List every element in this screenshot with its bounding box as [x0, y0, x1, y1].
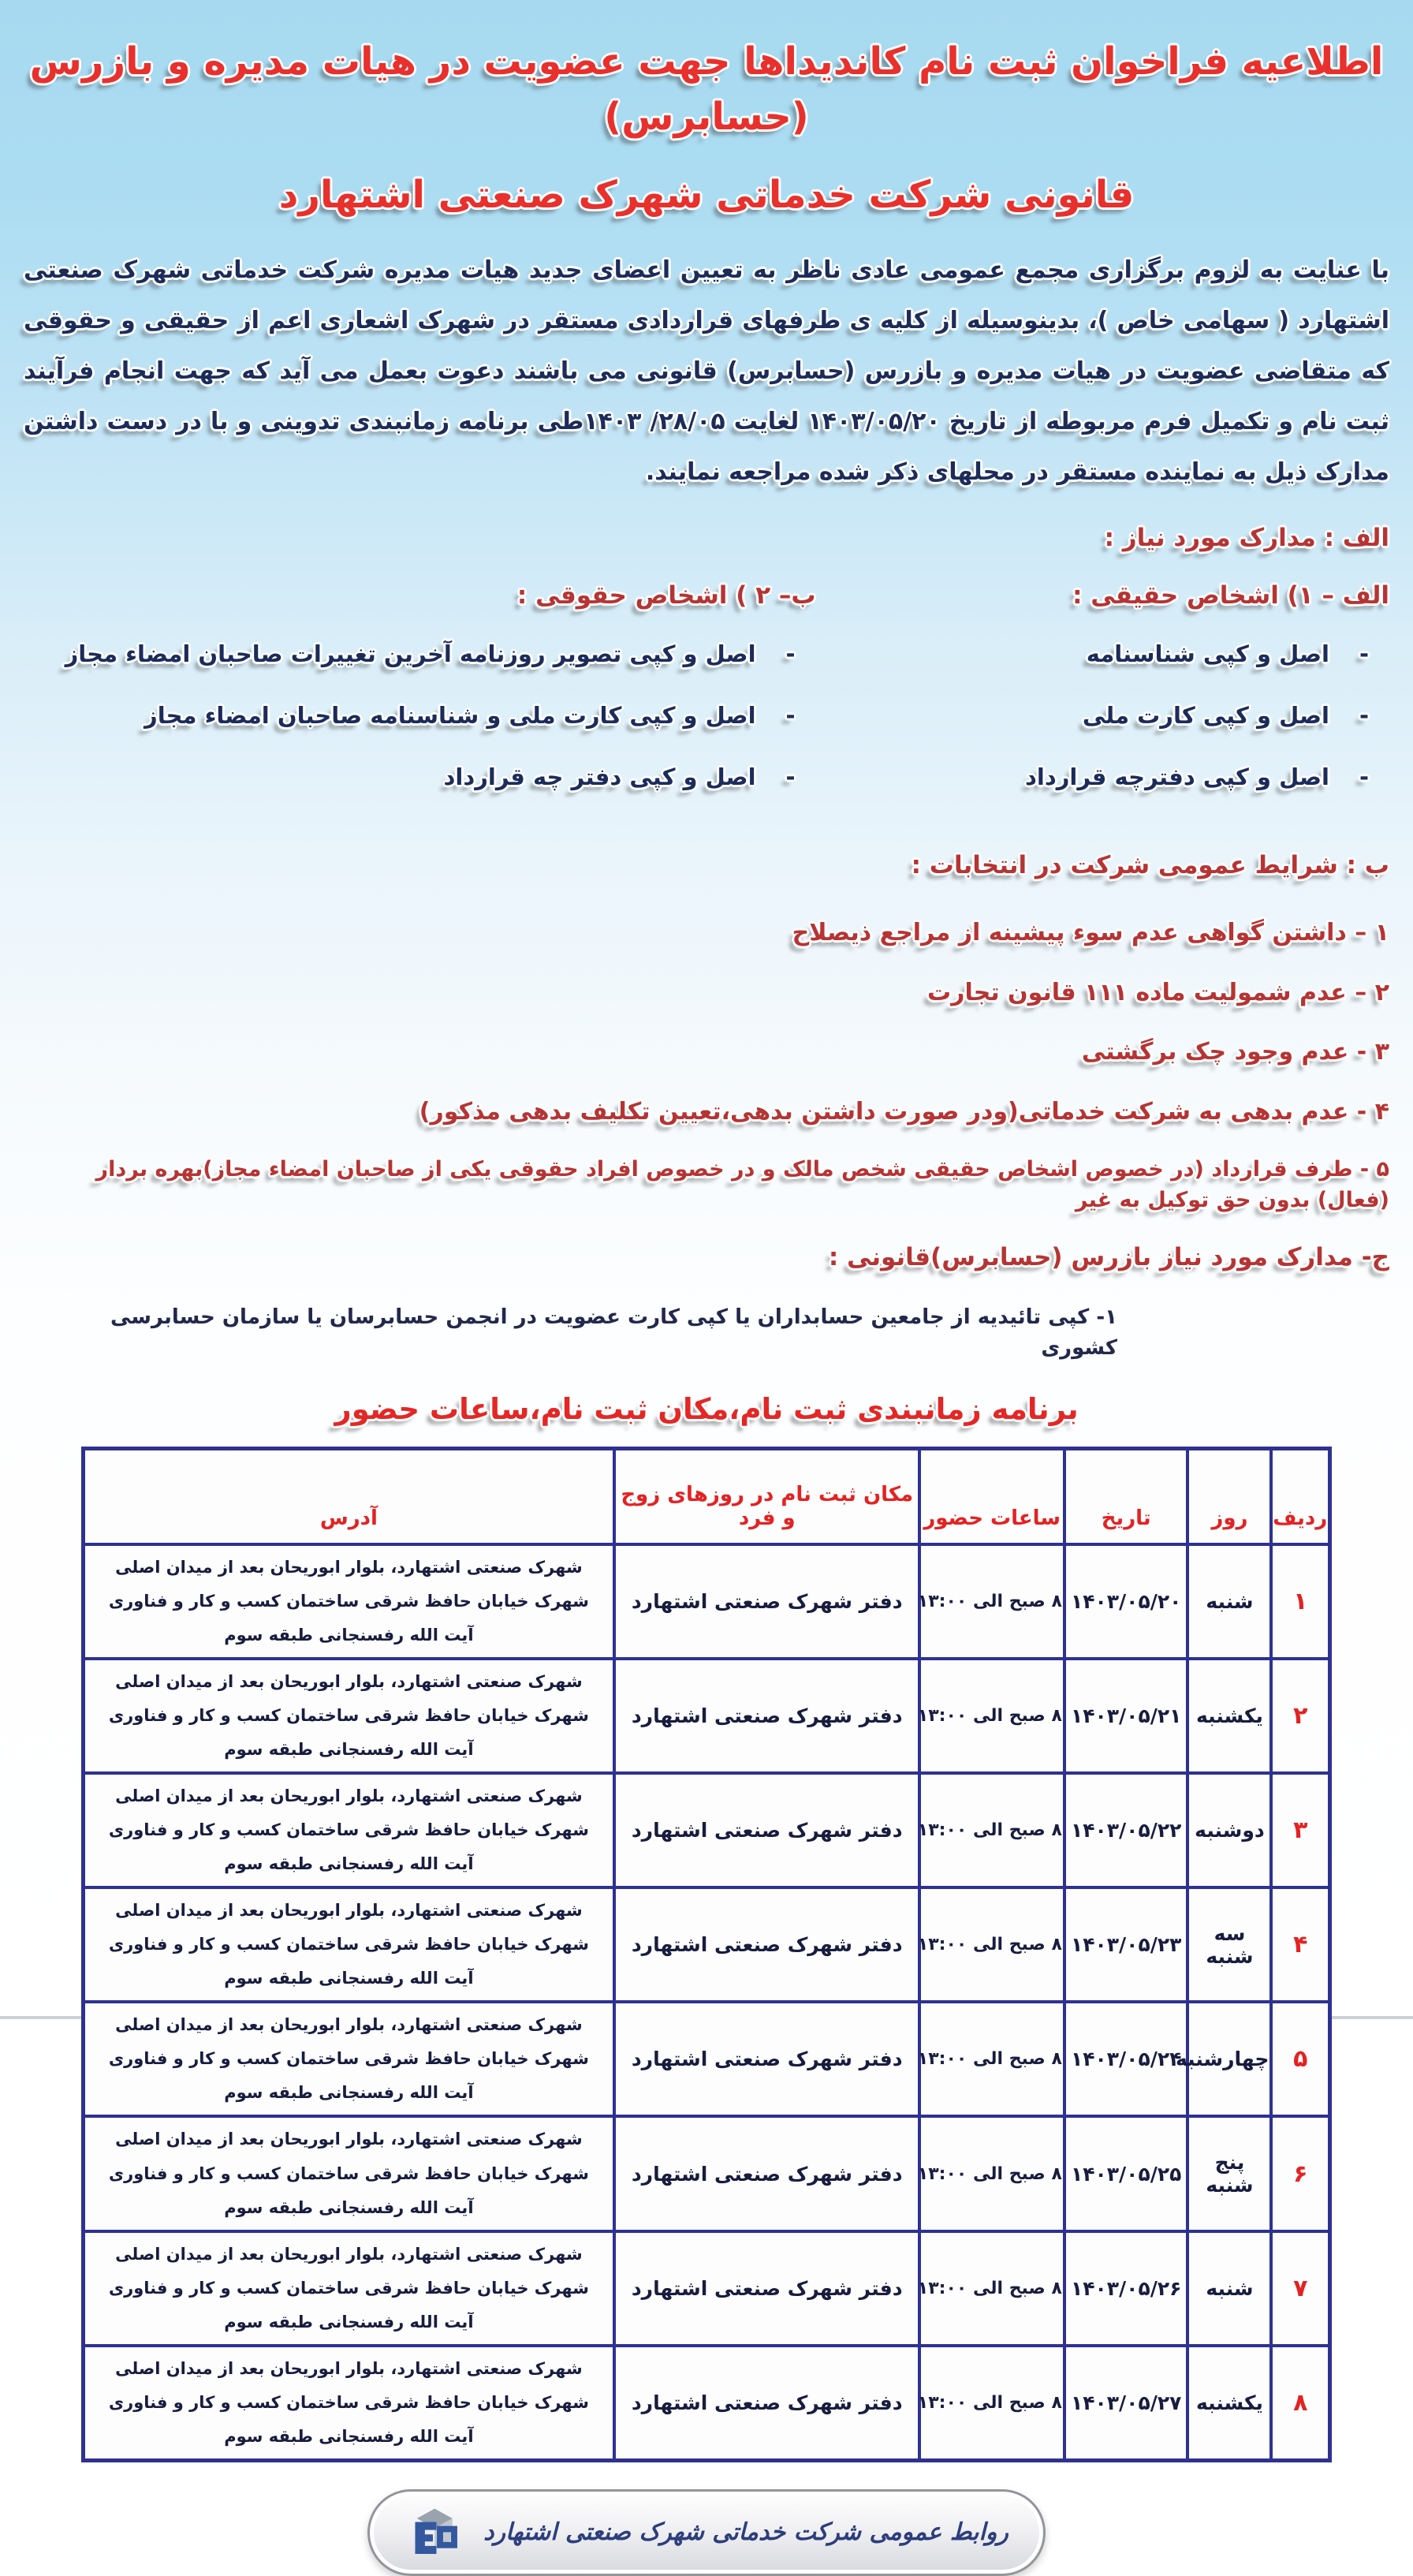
col-header-day: روز: [1187, 1448, 1271, 1544]
cell-row-number: ۵: [1271, 2002, 1329, 2116]
intro-paragraph: با عنایت به لزوم برگزاری مجمع عمومی عادی ناظر به تعیین اعضای جدید هیات مدیره شرکت خدماتی شهرک صنعتی اشتهارد ( سهامی خاص )، بدینوسیله از کلیه ی طرفهای قراردادی مستقر در شهرک اشعاری اعم از حقیقی و حقوقی که متقاضی عضویت در هیات مدیره و بازرس (حسابرس) قانونی می باشند دعوت بعمل می آید که جهت انجام فرآیند ثبت نام و تکمیل فرم مربوطه از تاریخ ۱۴۰۳/۰۵/۲۰ لغایت ۲۸/۰۵/ ۱۴۰۳طی برنامه زمانبندی تدوینی و با در دست داشتن مدارک ذیل به نماینده مستقر در محلهای ذکر شده مراجعه نمایند.: [24, 256, 1389, 486]
cell-hours: ۸ صبح الی ۱۳:۰۰: [919, 1659, 1064, 1773]
schedule-table-row: [83, 1544, 1330, 1659]
dash-bullet: -: [785, 701, 796, 729]
schedule-table-row: [83, 2346, 1330, 2461]
document-list-item: [24, 760, 796, 793]
document-list-item-text: اصل و کپی کارت ملی: [1082, 701, 1329, 729]
condition-item: ۲ – عدم شمولیت ماده ۱۱۱ قانون تجارت: [927, 978, 1389, 1006]
schedule-table-row: [83, 1659, 1330, 1773]
section-b-heading: ب : شرایط عمومی شرکت در انتخابات :: [911, 850, 1389, 879]
document-list-item-text: اصل و کپی تصویر روزنامه آخرین تغییرات صاحبان امضاء مجاز: [65, 640, 756, 667]
cell-day: دوشنبه: [1187, 1773, 1271, 1887]
condition-item: ۴ - عدم بدهی به شرکت خدماتی(ودر صورت داشتن بدهی،تعیین تکلیف بدهی مذکور): [419, 1097, 1389, 1126]
document-list-item: [816, 637, 1369, 670]
cell-row-number: ۴: [1271, 1887, 1329, 2002]
cell-address: شهرک صنعتی اشتهارد، بلوار ابوریحان بعد از میدان اصلی شهرک خیابان حافظ شرقی ساختمان کسب و کار و فناوری آیت الله رفسنجانی طبقه سوم: [83, 1659, 614, 1773]
required-documents-columns: [24, 579, 1389, 822]
footer: [24, 2489, 1389, 2576]
legal-entities-column: [24, 579, 816, 822]
schedule-table-row: [83, 1773, 1330, 1887]
document-list-item: [24, 637, 796, 670]
condition-item: ۱ – داشتن گواهی عدم سوء پیشینه از مراجع ذیصلاح: [792, 919, 1389, 947]
cell-row-number: ۸: [1271, 2346, 1329, 2461]
cell-hours: ۸ صبح الی ۱۳:۰۰: [919, 1544, 1064, 1659]
dash-bullet: -: [1359, 763, 1369, 790]
cell-date: ۱۴۰۳/۰۵/۲۰: [1064, 1544, 1188, 1659]
section-a-heading: الف : مدارک مورد نیاز :: [1104, 523, 1389, 552]
cell-date: ۱۴۰۳/۰۵/۲۳: [1064, 1887, 1188, 2002]
banner-text: روابط عمومی شرکت خدماتی شهرک صنعتی اشتهارد: [483, 2518, 1008, 2547]
document-list-item-text: اصل و کپی دفتر چه قرارداد: [443, 763, 756, 790]
document-list-item-text: اصل و کپی دفترچه قرارداد: [1025, 763, 1329, 790]
col-header-hours: ساعات حضور: [919, 1448, 1064, 1544]
individuals-column: [816, 579, 1389, 822]
cell-row-number: ۳: [1271, 1773, 1329, 1887]
schedule-table-body: [83, 1544, 1330, 2461]
election-conditions-list: [24, 916, 1389, 1215]
cell-hours: ۸ صبح الی ۱۳:۰۰: [919, 2346, 1064, 2461]
individuals-document-list: [816, 637, 1389, 793]
schedule-table-row: [83, 2002, 1330, 2116]
col-header-location: مکان ثبت نام در روزهای زوج و فرد: [614, 1448, 919, 1544]
schedule-table-row: [83, 1887, 1330, 2002]
document-list-item: [816, 699, 1369, 732]
cell-location: دفتر شهرک صنعتی اشتهارد: [614, 2346, 919, 2461]
dash-bullet: -: [785, 640, 796, 667]
col-header-address: آدرس: [83, 1448, 614, 1544]
cell-location: دفتر شهرک صنعتی اشتهارد: [614, 2231, 919, 2346]
cell-day: چهارشنبه: [1187, 2002, 1271, 2116]
schedule-table-title: برنامه زمانبندی ثبت نام،مکان ثبت نام،ساعات حضور: [334, 1391, 1079, 1426]
legal-entities-document-list: [24, 637, 816, 793]
registration-schedule-table: [81, 1447, 1333, 2462]
cell-date: ۱۴۰۳/۰۵/۲۶: [1064, 2231, 1188, 2346]
individuals-heading: الف – ۱) اشخاص حقیقی :: [1072, 581, 1389, 610]
condition-item: ۵ - طرف قرارداد (در خصوص اشخاص حقیقی شخص مالک و در خصوص افراد حقوقی یکی از صاحبان امضاء مجاز)بهره بردار (فعال) بدون حق توکیل به غیر: [95, 1157, 1389, 1213]
cell-address: شهرک صنعتی اشتهارد، بلوار ابوریحان بعد از میدان اصلی شهرک خیابان حافظ شرقی ساختمان کسب و کار و فناوری آیت الله رفسنجانی طبقه سوم: [83, 2002, 614, 2116]
cell-date: ۱۴۰۳/۰۵/۲۴: [1064, 2002, 1188, 2116]
cell-hours: ۸ صبح الی ۱۳:۰۰: [919, 2231, 1064, 2346]
cell-day: شنبه: [1187, 2231, 1271, 2346]
cell-day: شنبه: [1187, 1544, 1271, 1659]
company-logo-icon: [405, 2504, 461, 2561]
document-list-item-text: اصل و کپی کارت ملی و شناسنامه صاحبان امضاء مجاز: [144, 701, 756, 729]
cell-day: سه شنبه: [1187, 1887, 1271, 2002]
legal-entities-heading: ب– ۲ ) اشخاص حقوقی :: [516, 581, 816, 610]
cell-location: دفتر شهرک صنعتی اشتهارد: [614, 2116, 919, 2231]
cell-row-number: ۱: [1271, 1544, 1329, 1659]
cell-address: شهرک صنعتی اشتهارد، بلوار ابوریحان بعد از میدان اصلی شهرک خیابان حافظ شرقی ساختمان کسب و کار و فناوری آیت الله رفسنجانی طبقه سوم: [83, 1773, 614, 1887]
cell-address: شهرک صنعتی اشتهارد، بلوار ابوریحان بعد از میدان اصلی شهرک خیابان حافظ شرقی ساختمان کسب و کار و فناوری آیت الله رفسنجانی طبقه سوم: [83, 2346, 614, 2461]
poster-title-line2: قانونی شرکت خدماتی شهرک صنعتی اشتهارد: [278, 173, 1135, 218]
cell-date: ۱۴۰۳/۰۵/۲۲: [1064, 1773, 1188, 1887]
cell-address: شهرک صنعتی اشتهارد، بلوار ابوریحان بعد از میدان اصلی شهرک خیابان حافظ شرقی ساختمان کسب و کار و فناوری آیت الله رفسنجانی طبقه سوم: [83, 2231, 614, 2346]
cell-address: شهرک صنعتی اشتهارد، بلوار ابوریحان بعد از میدان اصلی شهرک خیابان حافظ شرقی ساختمان کسب و کار و فناوری آیت الله رفسنجانی طبقه سوم: [83, 2116, 614, 2231]
cell-date: ۱۴۰۳/۰۵/۲۷: [1064, 2346, 1188, 2461]
col-header-date: تاریخ: [1064, 1448, 1188, 1544]
cell-location: دفتر شهرک صنعتی اشتهارد: [614, 2002, 919, 2116]
dash-bullet: -: [785, 763, 796, 790]
cell-hours: ۸ صبح الی ۱۳:۰۰: [919, 2002, 1064, 2116]
cell-address: شهرک صنعتی اشتهارد، بلوار ابوریحان بعد از میدان اصلی شهرک خیابان حافظ شرقی ساختمان کسب و کار و فناوری آیت الله رفسنجانی طبقه سوم: [83, 1544, 614, 1659]
condition-item: ۳ - عدم وجود چک برگشتی: [1081, 1038, 1389, 1066]
cell-hours: ۸ صبح الی ۱۳:۰۰: [919, 1773, 1064, 1887]
dash-bullet: -: [1359, 640, 1369, 667]
public-relations-banner: [367, 2489, 1046, 2576]
schedule-table-row: [83, 2231, 1330, 2346]
cell-location: دفتر شهرک صنعتی اشتهارد: [614, 1887, 919, 2002]
cell-hours: ۸ صبح الی ۱۳:۰۰: [919, 1887, 1064, 2002]
schedule-table-header: [83, 1448, 1330, 1544]
cell-row-number: ۶: [1271, 2116, 1329, 2231]
cell-day: پنج شنبه: [1187, 2116, 1271, 2231]
cell-day: یکشنبه: [1187, 2346, 1271, 2461]
schedule-table-row: [83, 2116, 1330, 2231]
cell-address: شهرک صنعتی اشتهارد، بلوار ابوریحان بعد از میدان اصلی شهرک خیابان حافظ شرقی ساختمان کسب و کار و فناوری آیت الله رفسنجانی طبقه سوم: [83, 1887, 614, 2002]
cell-day: یکشنبه: [1187, 1659, 1271, 1773]
document-list-item: [24, 699, 796, 732]
cell-row-number: ۷: [1271, 2231, 1329, 2346]
document-list-item-text: اصل و کپی شناسنامه: [1086, 640, 1329, 667]
auditor-document-item: ۱- کپی تائیدیه از جامعین حسابداران یا کپی کارت عضویت در انجمن حسابرسان یا سازمان حسابرسی کشوری: [110, 1305, 1117, 1360]
cell-row-number: ۲: [1271, 1659, 1329, 1773]
cell-date: ۱۴۰۳/۰۵/۲۵: [1064, 2116, 1188, 2231]
col-header-row-number: ردیف: [1271, 1448, 1329, 1544]
cell-hours: ۸ صبح الی ۱۳:۰۰: [919, 2116, 1064, 2231]
cell-location: دفتر شهرک صنعتی اشتهارد: [614, 1659, 919, 1773]
cell-date: ۱۴۰۳/۰۵/۲۱: [1064, 1659, 1188, 1773]
dash-bullet: -: [1359, 701, 1369, 729]
poster-title-line1: اطلاعیه فراخوان ثبت نام کاندیداها جهت عضویت در هیات مدیره و بازرس (حسابرس): [29, 39, 1384, 139]
section-c-heading: ج- مدارک مورد نیاز بازرس (حسابرس)قانونی :: [828, 1243, 1389, 1272]
cell-location: دفتر شهرک صنعتی اشتهارد: [614, 1773, 919, 1887]
document-list-item: [816, 760, 1369, 793]
cell-location: دفتر شهرک صنعتی اشتهارد: [614, 1544, 919, 1659]
